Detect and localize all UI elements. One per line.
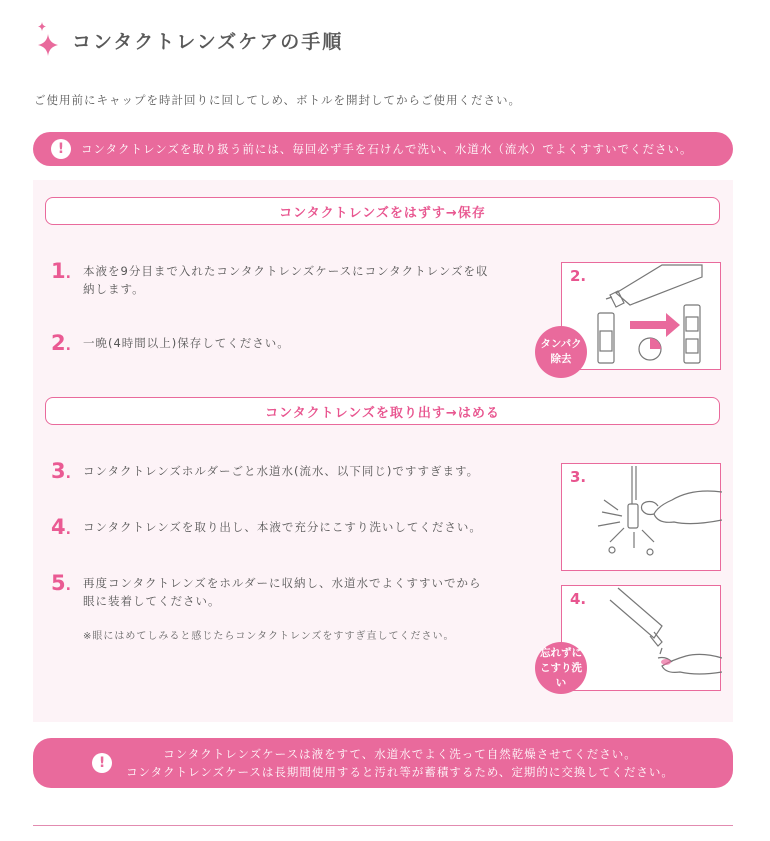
step-number: 1. (51, 259, 71, 283)
exclamation-icon: ! (92, 753, 112, 773)
instructions-panel (33, 180, 733, 722)
section-heading-remove: コンタクトレンズをはずす→保存 (45, 197, 720, 225)
warning-banner-top (33, 132, 733, 166)
step-1 (51, 260, 513, 298)
warning-top-text: コンタクトレンズを取り扱う前には、毎回必ず手を石けんで洗い、水道水（流水）でよくすすいでください。 (81, 142, 693, 156)
illustration-label: 2. (570, 267, 587, 285)
step-3 (51, 460, 513, 485)
page-title-row (34, 20, 343, 60)
step-text: コンタクトレンズを取り出し、本液で充分にこすり洗いしてください。 (83, 520, 482, 534)
illustration-rinse (561, 463, 721, 571)
step-text: 本液を9分目まで入れたコンタクトレンズケースにコンタクトレンズを収 納します。 (83, 264, 489, 296)
step-number: 2. (51, 331, 71, 355)
divider (33, 825, 733, 826)
badge-rub-wash: 忘れずに こすり洗い (535, 642, 587, 694)
step-number: 3. (51, 459, 71, 483)
step-text: コンタクトレンズホルダーごと水道水(流水、以下同じ)ですすぎます。 (83, 464, 480, 478)
illustration-label: 3. (570, 468, 587, 486)
step-number: 4. (51, 515, 71, 539)
exclamation-icon: ! (51, 139, 71, 159)
step-text: 再度コンタクトレンズをホルダーに収納し、水道水でよくすすいでから 眼に装着してください。 (83, 576, 482, 608)
note-text: ※眼にはめてしみると感じたらコンタクトレンズをすすぎ直してください。 (83, 631, 455, 642)
step-2 (51, 332, 513, 357)
sparkle-icon (34, 22, 62, 58)
step-5 (51, 572, 513, 610)
step-text: 一晩(4時間以上)保存してください。 (83, 336, 290, 350)
warning-banner-bottom (33, 738, 733, 788)
step-4 (51, 516, 513, 541)
step-number: 5. (51, 571, 71, 595)
page-title: コンタクトレンズケアの手順 (72, 30, 344, 53)
rinse-illustration-icon (562, 464, 722, 572)
warning-bottom-text: コンタクトレンズケースは液をすて、水道水でよく洗って自然乾燥させてください。 コンタクトレンズケースは長期間使用すると汚れ等が蓄積するため、定期的に交換してください。 (126, 747, 674, 779)
section-heading-insert: コンタクトレンズを取り出す→はめる (45, 397, 720, 425)
intro-text: ご使用前にキャップを時計回りに回してしめ、ボトルを開封してからご使用ください。 (34, 93, 522, 107)
badge-protein-removal: タンパク 除去 (535, 326, 587, 378)
illustration-label: 4. (570, 590, 587, 608)
